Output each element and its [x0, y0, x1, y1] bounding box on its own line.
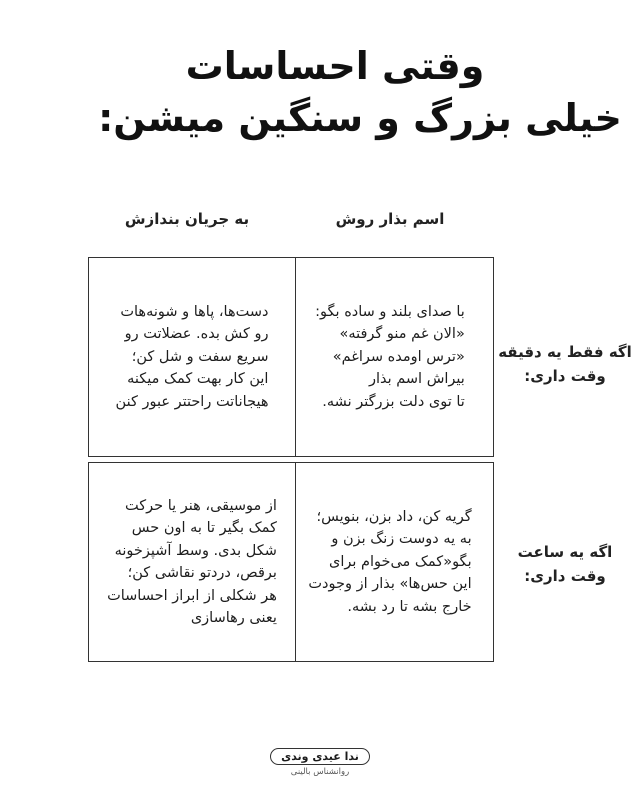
- cell-line: گریه کن، داد بزن، بنویس؛: [316, 508, 472, 525]
- cell-text: [305, 301, 475, 414]
- row-header-one-hour: [490, 540, 640, 588]
- row-header-line: اگه فقط یه دقیقه: [498, 343, 632, 361]
- row-header-one-minute: [490, 340, 640, 388]
- cell-line: هر شکلی از ابراز احساسات: [107, 587, 277, 604]
- author-signature: [270, 745, 370, 777]
- title-line-2: خیلی بزرگ و سنگین میشن:: [98, 96, 622, 140]
- cell-line: از موسیقی، هنر یا حرکت: [124, 497, 277, 514]
- cell-line: شکل بدی. وسط آشپزخونه: [114, 542, 277, 559]
- cell-line: با صدای بلند و ساده بگو:: [315, 303, 465, 320]
- cell-line: این کار بهت کمک میکنه: [127, 371, 269, 388]
- row-header-line: وقت داری:: [524, 567, 606, 585]
- cell-line: دست‌ها، پاها و شونه‌هات: [120, 303, 269, 320]
- cell-line: سریع سفت و شل کن؛: [131, 348, 269, 365]
- cell-text: [106, 301, 279, 414]
- grid-cell-minute-name: [286, 257, 494, 457]
- row-header-line: اگه یه ساعت: [517, 543, 613, 561]
- cell-line: «الان غم منو گرفته»: [339, 326, 465, 343]
- cell-text: [298, 506, 481, 619]
- cell-line: برقص، دردتو نقاشی کن؛: [127, 565, 277, 581]
- cell-line: بگو«کمک می‌خوام برای: [328, 553, 472, 570]
- cell-line: تا توی دلت بزرگتر نشه.: [322, 393, 465, 410]
- cell-line: به یه دوست زنگ بزن و: [331, 531, 472, 548]
- title-line-1: وقتی احساسات: [185, 44, 485, 88]
- page-title: [0, 40, 640, 144]
- cell-line: کمک بگیر تا به اون حس: [131, 520, 277, 536]
- grid-cell-minute-flow: [88, 257, 296, 457]
- author-role: روانشناس بالینی: [290, 767, 350, 777]
- cell-line: «ترس اومده سراغم»: [332, 348, 465, 365]
- cell-line: این حس‌ها» بذار از وجودت: [308, 576, 472, 593]
- grid-cell-hour-flow: [88, 462, 296, 662]
- cell-line: یعنی رهاسازی: [190, 610, 277, 626]
- column-header-name-it: اسم بذار روش: [335, 210, 445, 228]
- grid-cell-hour-name: [286, 462, 494, 662]
- cell-line: رو کش بده. عضلاتت رو: [124, 326, 269, 343]
- cell-line: هیجاناتت راحتتر عبور کنن: [115, 393, 269, 410]
- author-name: ندا عیدی وندی: [270, 748, 370, 765]
- cell-line: خارج بشه تا رد بشه.: [347, 598, 472, 615]
- cell-text: [97, 495, 287, 630]
- row-header-line: وقت داری:: [524, 367, 606, 385]
- cell-line: بیراش اسم بذار: [368, 371, 465, 388]
- column-header-let-it-flow: به جریان بندازش: [124, 210, 250, 228]
